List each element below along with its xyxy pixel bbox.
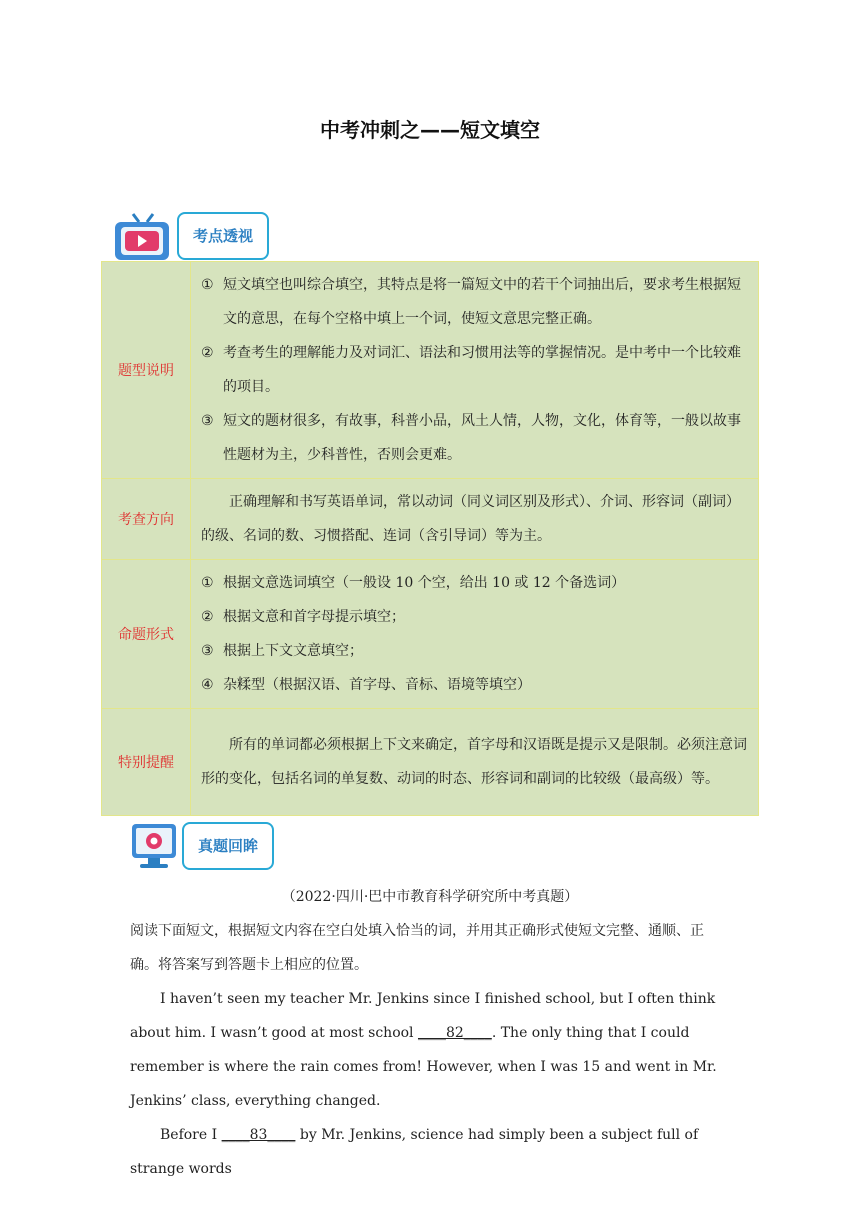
exam-info-table [101, 261, 759, 816]
row-label: 特别提醒 [102, 709, 191, 816]
table-row [102, 560, 759, 709]
passage [130, 914, 730, 1186]
blank-83[interactable]: ____83____ [221, 1127, 296, 1143]
table-row [102, 479, 759, 560]
question-source: （2022·四川·巴中市教育科学研究所中考真题） [281, 889, 579, 905]
row-label: 题型说明 [102, 262, 191, 479]
table-row [102, 262, 759, 479]
tv-play-icon [113, 212, 173, 266]
passage-paragraph: Before I ____83____ by Mr. Jenkins, science had simply been a subject full of strange words [130, 1127, 699, 1177]
list-item: ② 考查考生的理解能力及对词汇、语法和习惯用法等的掌握情况。是中考中一个比较难的项目。 [201, 345, 741, 395]
section-header-exam-points [113, 212, 283, 260]
list-item: ③ 短文的题材很多，有故事，科普小品，风土人情，人物，文化，体育等，一般以故事性题材为主，少科普性，否则会更难。 [201, 413, 741, 463]
row-content: 正确理解和书写英语单词，常以动词（同义词区别及形式）、介词、形容词（副词）的级、名词的数、习惯搭配、连词（含引导词）等为主。 [191, 479, 759, 560]
section-label-exam-points: 考点透视 [177, 212, 269, 260]
list-item: ③ 根据上下文文意填空； [201, 643, 363, 659]
section-header-past-exams [130, 822, 290, 870]
row-content [191, 262, 759, 479]
list-item: ② 根据文意和首字母提示填空； [201, 609, 405, 625]
blank-82[interactable]: ____82____ [417, 1025, 492, 1041]
row-content [191, 560, 759, 709]
list-item: ① 根据文意选词填空（一般设 10 个空，给出 10 或 12 个备选词） [201, 575, 626, 591]
row-label: 考查方向 [102, 479, 191, 560]
list-item: ④ 杂糅型（根据汉语、首字母、音标、语境等填空） [201, 677, 531, 693]
row-content: 所有的单词都必须根据上下文来确定，首字母和汉语既是提示又是限制。必须注意词形的变化，包括名词的单复数、动词的时态、形容词和副词的比较级（最高级）等。 [191, 709, 759, 816]
row-label: 命题形式 [102, 560, 191, 709]
monitor-gear-icon [130, 822, 180, 876]
instruction-text: 阅读下面短文，根据短文内容在空白处填入恰当的词，并用其正确形式使短文完整、通顺、正确。将答案写到答题卡上相应的位置。 [130, 923, 704, 973]
page-title: 中考冲刺之——短文填空 [320, 118, 540, 142]
section-label-past-exams: 真题回眸 [182, 822, 274, 870]
list-item: ① 短文填空也叫综合填空，其特点是将一篇短文中的若干个词抽出后，要求考生根据短文的意思，在每个空格中填上一个词，使短文意思完整正确。 [201, 277, 741, 327]
passage-paragraph: I haven’t seen my teacher Mr. Jenkins since I finished school, but I often think about him. I wasn’t good at most school ____82____. The only thing that I could remember is where the rain comes from! However, when I was 15 and went in Mr. Jenkins’ class, everything changed. [130, 991, 717, 1109]
table-row [102, 709, 759, 816]
